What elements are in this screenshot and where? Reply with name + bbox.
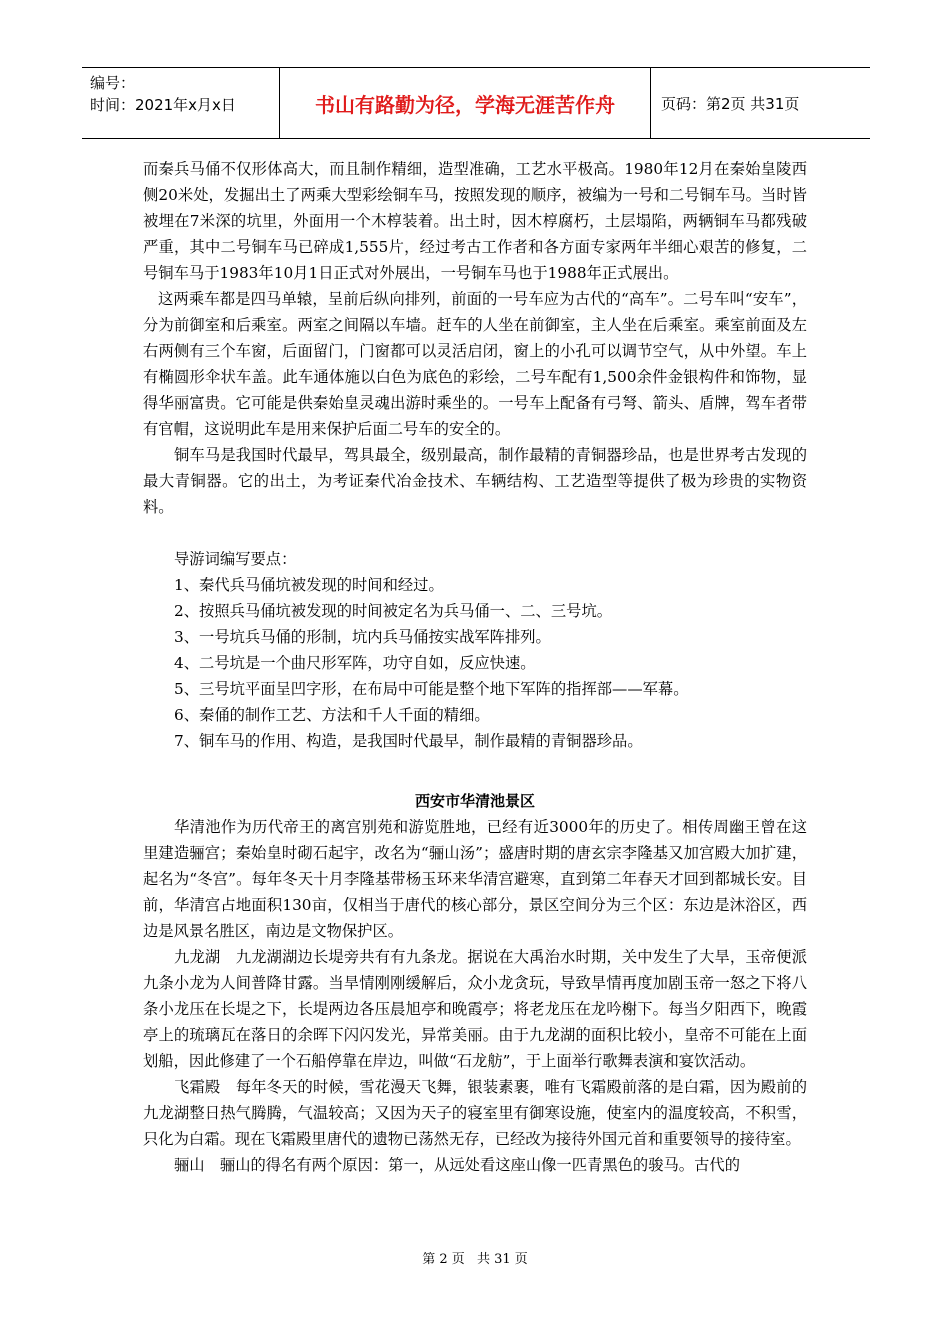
paragraph: 飞霜殿 每年冬天的时候，雪花漫天飞舞，银装素裹，唯有飞霜殿前落的是白霜，因为殿前的九龙湖整日热气腾腾，气温较高；又因为天子的寝室里有御寒设施，使室内的温度较高，不积雪，只化为白霜。现在飞霜殿里唐代的遗物已荡然无存，已经改为接待外国元首和重要领导的接待室。 xyxy=(143,1078,807,1148)
paragraph: 铜车马是我国时代最早，驾具最全，级别最高，制作最精的青铜器珍品，也是世界考古发现的最大青铜器。它的出土，为考证秦代冶金技术、车辆结构、工艺造型等提供了极为珍贵的实物资料。 xyxy=(143,446,807,516)
spacer xyxy=(143,520,807,546)
document-body xyxy=(143,156,807,1178)
list-item: 2、按照兵马俑坑被发现的时间被定名为兵马俑一、二、三号坑。 xyxy=(174,602,613,620)
paragraph: 骊山 骊山的得名有两个原因：第一，从远处看这座山像一匹青黑色的骏马。古代的 xyxy=(174,1156,740,1174)
footer-total: 共 31 页 xyxy=(476,1252,528,1267)
list-item: 4、二号坑是一个曲尺形军阵，功守自如，反应快速。 xyxy=(174,654,536,672)
paragraph: 九龙湖 九龙湖湖边长堤旁共有有九条龙。据说在大禹治水时期，关中发生了大旱，玉帝便派九条小龙为人间普降甘露。当旱情刚刚缓解后，众小龙贪玩，导致旱情再度加剧玉帝一怒之下将八条小龙压在长堤之下，长堤两边各压晨旭亭和晚霞亭；将老龙压在龙吟榭下。每当夕阳西下，晚霞亭上的琉璃瓦在落日的余晖下闪闪发光，异常美丽。由于九龙湖的面积比较小，皇帝不可能在上面划船，因此修建了一个石船停靠在岸边，叫做“石龙舫”，于上面举行歌舞表演和宴饮活动。 xyxy=(143,948,807,1070)
list-item: 6、秦俑的制作工艺、方法和千人千面的精细。 xyxy=(174,706,490,724)
spacer xyxy=(143,754,807,780)
paragraph: 而秦兵马俑不仅形体高大，而且制作精细，造型准确，工艺水平极高。1980年12月在秦始皇陵西侧20米处，发掘出土了两乘大型彩绘铜车马，按照发现的顺序，被编为一号和二号铜车马。当时皆被埋在7米深的坑里，外面用一个木椁装着。出土时，因木椁腐朽，土层塌陷，两辆铜车马都残破严重，其中二号铜车马已碎成1,555片，经过考古工作者和各方面专家两年半细心艰苦的修复，二号铜车马于1983年10月1日正式对外展出，一号铜车马也于1988年正式展出。 xyxy=(143,160,807,282)
list-item: 3、一号坑兵马俑的形制，坑内兵马俑按实战军阵排列。 xyxy=(174,628,551,646)
code-label: 编号： xyxy=(90,74,136,92)
list-item: 7、铜车马的作用、构造，是我国时代最早，制作最精的青铜器珍品。 xyxy=(174,732,643,750)
header-page-info: 页码：第2页 共31页 xyxy=(661,94,800,113)
page-footer xyxy=(0,1248,950,1267)
header-meta xyxy=(82,68,280,138)
list-item: 5、三号坑平面呈凹字形，在布局中可能是整个地下军阵的指挥部——军幕。 xyxy=(174,680,689,698)
page-header xyxy=(82,67,870,139)
header-slogan: 书山有路勤为径，学海无涯苦作舟 xyxy=(280,68,651,138)
list-item: 1、秦代兵马俑坑被发现的时间和经过。 xyxy=(174,576,444,594)
footer-page: 第 2 页 xyxy=(422,1252,465,1267)
section-title: 西安市华清池景区 xyxy=(414,792,535,810)
points-title: 导游词编写要点： xyxy=(174,550,297,568)
paragraph: 华清池作为历代帝王的离宫别苑和游览胜地，已经有近3000年的历史了。相传周幽王曾在这里建造骊宫；秦始皇时砌石起宇，改名为“骊山汤”；盛唐时期的唐玄宗李隆基又加宫殿大加扩建，起名为“冬宫”。每年冬天十月李隆基带杨玉环来华清宫避寒，直到第二年春天才回到都城长安。目前，华清宫占地面积130亩，仅相当于唐代的核心部分，景区空间分为三个区：东边是沐浴区，西边是风景名胜区，南边是文物保护区。 xyxy=(143,818,807,940)
time-label: 时间：2021年x月x日 xyxy=(90,96,236,114)
paragraph: 这两乘车都是四马单辕，呈前后纵向排列，前面的一号车应为古代的“高车”。二号车叫“安车”，分为前御室和后乘室。两室之间隔以车墙。赶车的人坐在前御室，主人坐在后乘室。乘室前面及左右两侧有三个车窗，后面留门，门窗都可以灵活启闭，窗上的小孔可以调节空气，从中外望。车上有椭圆形伞状车盖。此车通体施以白色为底色的彩绘，二号车配有1,500余件金银构件和饰物，显得华丽富贵。它可能是供秦始皇灵魂出游时乘坐的。一号车上配备有弓弩、箭头、盾牌，驾车者带有官帽，这说明此车是用来保护后面二号车的安全的。 xyxy=(143,290,807,438)
